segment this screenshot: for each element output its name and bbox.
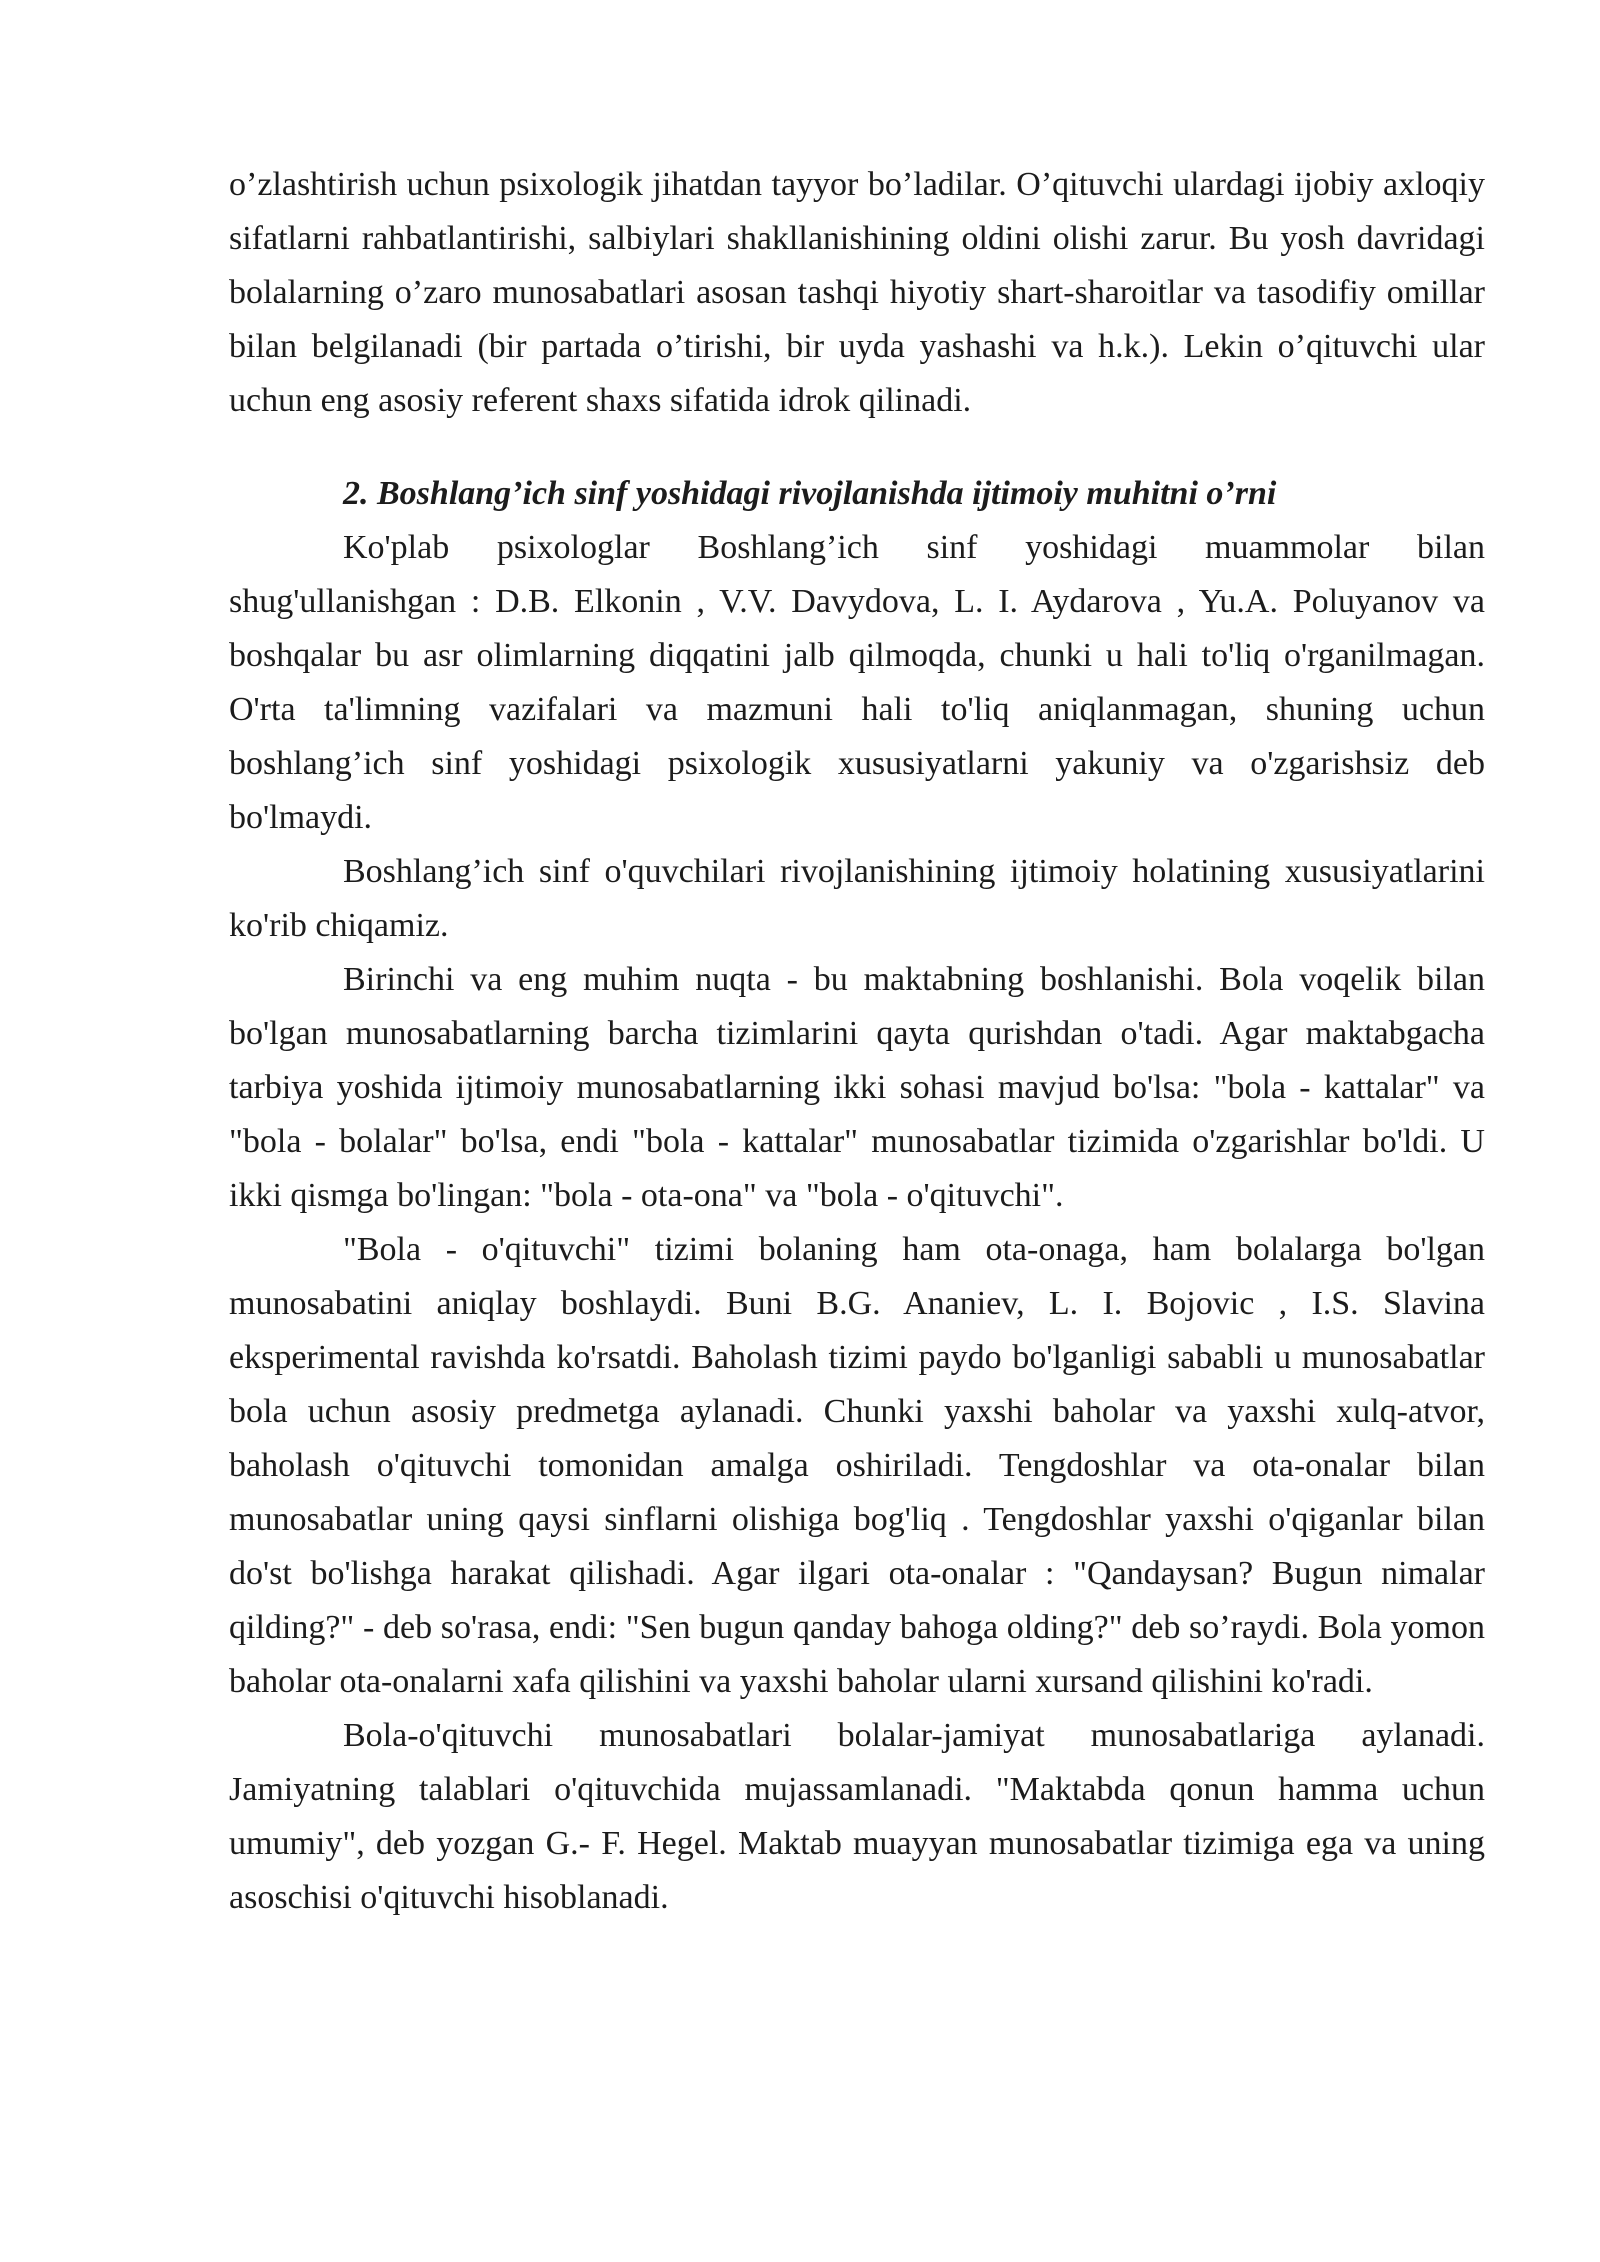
section-heading: 2. Boshlang’ich sinf yoshidagi rivojlanishda ijtimoiy muhitni o’rni bbox=[343, 475, 1277, 512]
body-paragraph: Bola-o'qituvchi munosabatlari bolalar-jamiyat munosabatlariga aylanadi. Jamiyatning talablari o'qituvchida mujassamlanadi. "Maktabda qonun hamma uchun umumiy", deb yozgan G.- F. Hegel. Maktab muayyan munosabatlar tizimiga ega va uning asoschisi o'qituvchi hisoblanadi. bbox=[229, 1717, 1485, 1916]
body-paragraph: Boshlang’ich sinf o'quvchilari rivojlanishining ijtimoiy holatining xususiyatlarini ko'rib chiqamiz. bbox=[229, 853, 1485, 944]
body-paragraph: Ko'plab psixologlar Boshlang’ich sinf yoshidagi muammolar bilan shug'ullanishgan : D.B. Elkonin , V.V. Davydova, L. I. Aydarova , Yu.A. Poluyanov va boshqalar bu asr olimlarning diqqatini jalb qilmoqda, chunki u hali to'liq o'rganilmagan. O'rta ta'limning vazifalari va mazmuni hali to'liq aniqlanmagan, shuning uchun boshlang’ich sinf yoshidagi psixologik xususiyatlarni yakuniy va o'zgarishsiz deb bo'lmaydi. bbox=[229, 529, 1485, 836]
body-paragraph: "Bola - o'qituvchi" tizimi bolaning ham ota-onaga, ham bolalarga bo'lgan munosabatini aniqlay boshlaydi. Buni B.G. Ananiev, L. I. Bojovic , I.S. Slavina eksperimental ravishda ko'rsatdi. Baholash tizimi paydo bo'lganligi sababli u munosabatlar bola uchun asosiy predmetga aylanadi. Chunki yaxshi baholar va yaxshi xulq-atvor, baholash o'qituvchi tomonidan amalga oshiriladi. Tengdoshlar va ota-onalar bilan munosabatlar uning qaysi sinflarni olishiga bog'liq . Tengdoshlar yaxshi o'qiganlar bilan do'st bo'lishga harakat qilishadi. Agar ilgari ota-onalar : "Qandaysan? Bugun nimalar qilding?" - deb so'rasa, endi: "Sen bugun qanday bahoga olding?" deb so’raydi. Bola yomon baholar ota-onalarni xafa qilishini va yaxshi baholar ularni xursand qilishini ko'radi. bbox=[229, 1231, 1485, 1700]
document-page bbox=[229, 158, 1485, 1925]
intro-paragraph: o’zlashtirish uchun psixologik jihatdan tayyor bo’ladilar. O’qituvchi ulardagi ijobiy axloqiy sifatlarni rahbatlantirishi, salbiylari shakllanishining oldini olishi zarur. Bu yosh davridagi bolalarning o’zaro munosabatlari asosan tashqi hiyotiy shart-sharoitlar va tasodifiy omillar bilan belgilanadi (bir partada o’tirishi, bir uyda yashashi va h.k.). Lekin o’qituvchi ular uchun eng asosiy referent shaxs sifatida idrok qilinadi. bbox=[229, 166, 1485, 419]
body-paragraph: Birinchi va eng muhim nuqta - bu maktabning boshlanishi. Bola voqelik bilan bo'lgan munosabatlarning barcha tizimlarini qayta qurishdan o'tadi. Agar maktabgacha tarbiya yoshida ijtimoiy munosabatlarning ikki sohasi mavjud bo'lsa: "bola - kattalar" va "bola - bolalar" bo'lsa, endi "bola - kattalar" munosabatlar tizimida o'zgarishlar bo'ldi. U ikki qismga bo'lingan: "bola - ota-ona" va "bola - o'qituvchi". bbox=[229, 961, 1485, 1214]
